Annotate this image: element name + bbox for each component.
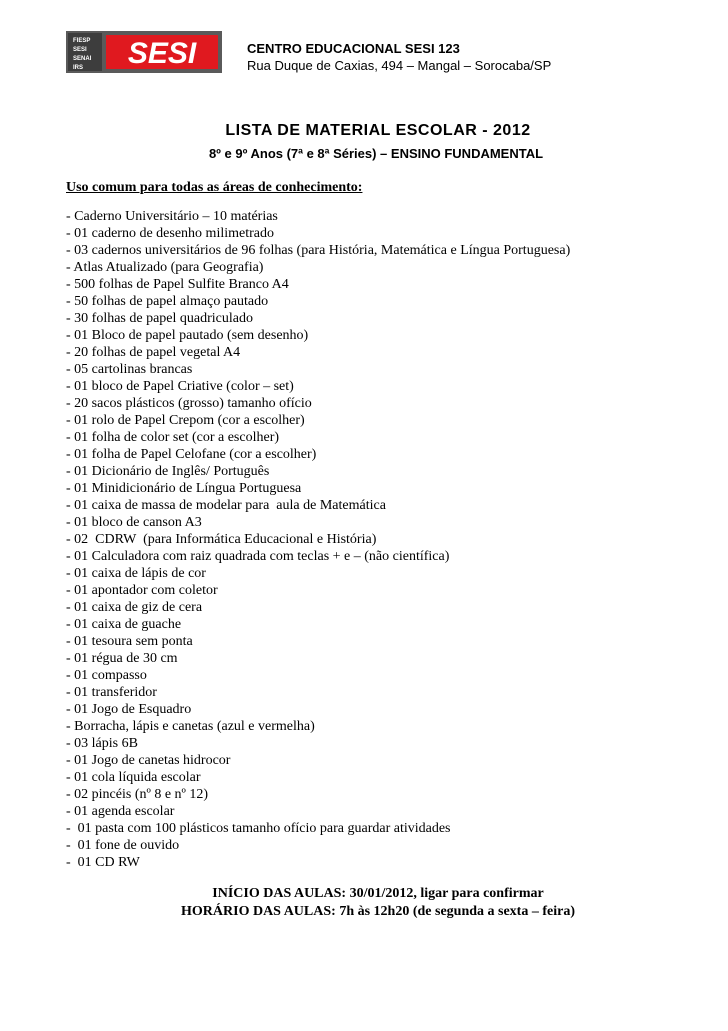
school-address: Rua Duque de Caxias, 494 – Mangal – Sorocaba/SP xyxy=(247,58,552,73)
list-item: - 01 caixa de guache xyxy=(66,617,182,632)
classes-start: INÍCIO DAS AULAS: 30/01/2012, ligar para confirmar xyxy=(212,886,544,901)
list-item: - 01 compasso xyxy=(66,668,147,683)
list-item: - 01 bloco de Papel Criative (color – set) xyxy=(66,379,294,394)
list-item: - 05 cartolinas brancas xyxy=(66,362,193,377)
list-item: - 01 Jogo de Esquadro xyxy=(66,702,192,717)
logo-small-text-4: IRS xyxy=(73,65,84,71)
school-header xyxy=(247,40,551,74)
logo-brand: SESI xyxy=(127,37,197,70)
list-item: - Borracha, lápis e canetas (azul e vermelha) xyxy=(66,719,315,734)
list-item: - 03 cadernos universitários de 96 folhas (para História, Matemática e Língua Portuguesa) xyxy=(66,243,571,258)
list-item: - 01 Dicionário de Inglês/ Português xyxy=(66,464,270,479)
list-item: - 01 rolo de Papel Crepom (cor a escolher) xyxy=(66,413,305,428)
document-subtitle: 8º e 9º Anos (7ª e 8ª Séries) – ENSINO FUNDAMENTAL xyxy=(208,146,544,161)
list-item: - 01 CD RW xyxy=(66,855,140,870)
logo-small-text-1: FIESP xyxy=(73,38,91,44)
list-item: - 30 folhas de papel quadriculado xyxy=(66,311,253,326)
list-item: - 01 caderno de desenho milimetrado xyxy=(66,226,274,241)
footer-info xyxy=(0,885,728,921)
list-item: - 01 transferidor xyxy=(66,685,157,700)
list-item: - 20 folhas de papel vegetal A4 xyxy=(66,345,241,360)
material-list xyxy=(66,208,570,871)
list-item: - 01 caixa de lápis de cor xyxy=(66,566,206,581)
document-title: LISTA DE MATERIAL ESCOLAR - 2012 xyxy=(225,122,531,139)
list-item: - 02 CDRW (para Informática Educacional e História) xyxy=(66,532,377,547)
list-item: - 500 folhas de Papel Sulfite Branco A4 xyxy=(66,277,289,292)
school-name: CENTRO EDUCACIONAL SESI 123 xyxy=(247,41,460,56)
list-item: - 01 caixa de massa de modelar para aula de Matemática xyxy=(66,498,386,513)
list-item: - 01 Calculadora com raiz quadrada com teclas + e – (não científica) xyxy=(66,549,450,564)
list-item: - 20 sacos plásticos (grosso) tamanho ofício xyxy=(66,396,312,411)
list-item: - 50 folhas de papel almaço pautado xyxy=(66,294,269,309)
list-item: - Caderno Universitário – 10 matérias xyxy=(66,209,278,224)
list-item: - 02 pincéis (nº 8 e nº 12) xyxy=(66,787,209,802)
list-item: - 01 régua de 30 cm xyxy=(66,651,178,666)
list-item: - 01 folha de Papel Celofane (cor a escolher) xyxy=(66,447,317,462)
list-item: - 01 cola líquida escolar xyxy=(66,770,201,785)
list-item: - 01 bloco de canson A3 xyxy=(66,515,202,530)
logo-small-text-2: SESI xyxy=(73,47,87,53)
list-item: - 01 Jogo de canetas hidrocor xyxy=(66,753,231,768)
list-item: - 01 tesoura sem ponta xyxy=(66,634,193,649)
list-item: - 01 Minidicionário de Língua Portuguesa xyxy=(66,481,302,496)
list-item: - 01 pasta com 100 plásticos tamanho ofício para guardar atividades xyxy=(66,821,451,836)
list-item: - 03 lápis 6B xyxy=(66,736,138,751)
classes-schedule: HORÁRIO DAS AULAS: 7h às 12h20 (de segunda a sexta – feira) xyxy=(181,904,575,919)
list-item: - 01 agenda escolar xyxy=(66,804,175,819)
list-item: - 01 fone de ouvido xyxy=(66,838,180,853)
list-item: - 01 Bloco de papel pautado (sem desenho) xyxy=(66,328,309,343)
section-heading: Uso comum para todas as áreas de conhecimento: xyxy=(66,180,363,195)
list-item: - 01 folha de color set (cor a escolher) xyxy=(66,430,280,445)
sesi-logo xyxy=(66,31,222,73)
list-item: - Atlas Atualizado (para Geografia) xyxy=(66,260,264,275)
list-item: - 01 apontador com coletor xyxy=(66,583,218,598)
list-item: - 01 caixa de giz de cera xyxy=(66,600,203,615)
logo-small-text-3: SENAI xyxy=(73,56,92,62)
